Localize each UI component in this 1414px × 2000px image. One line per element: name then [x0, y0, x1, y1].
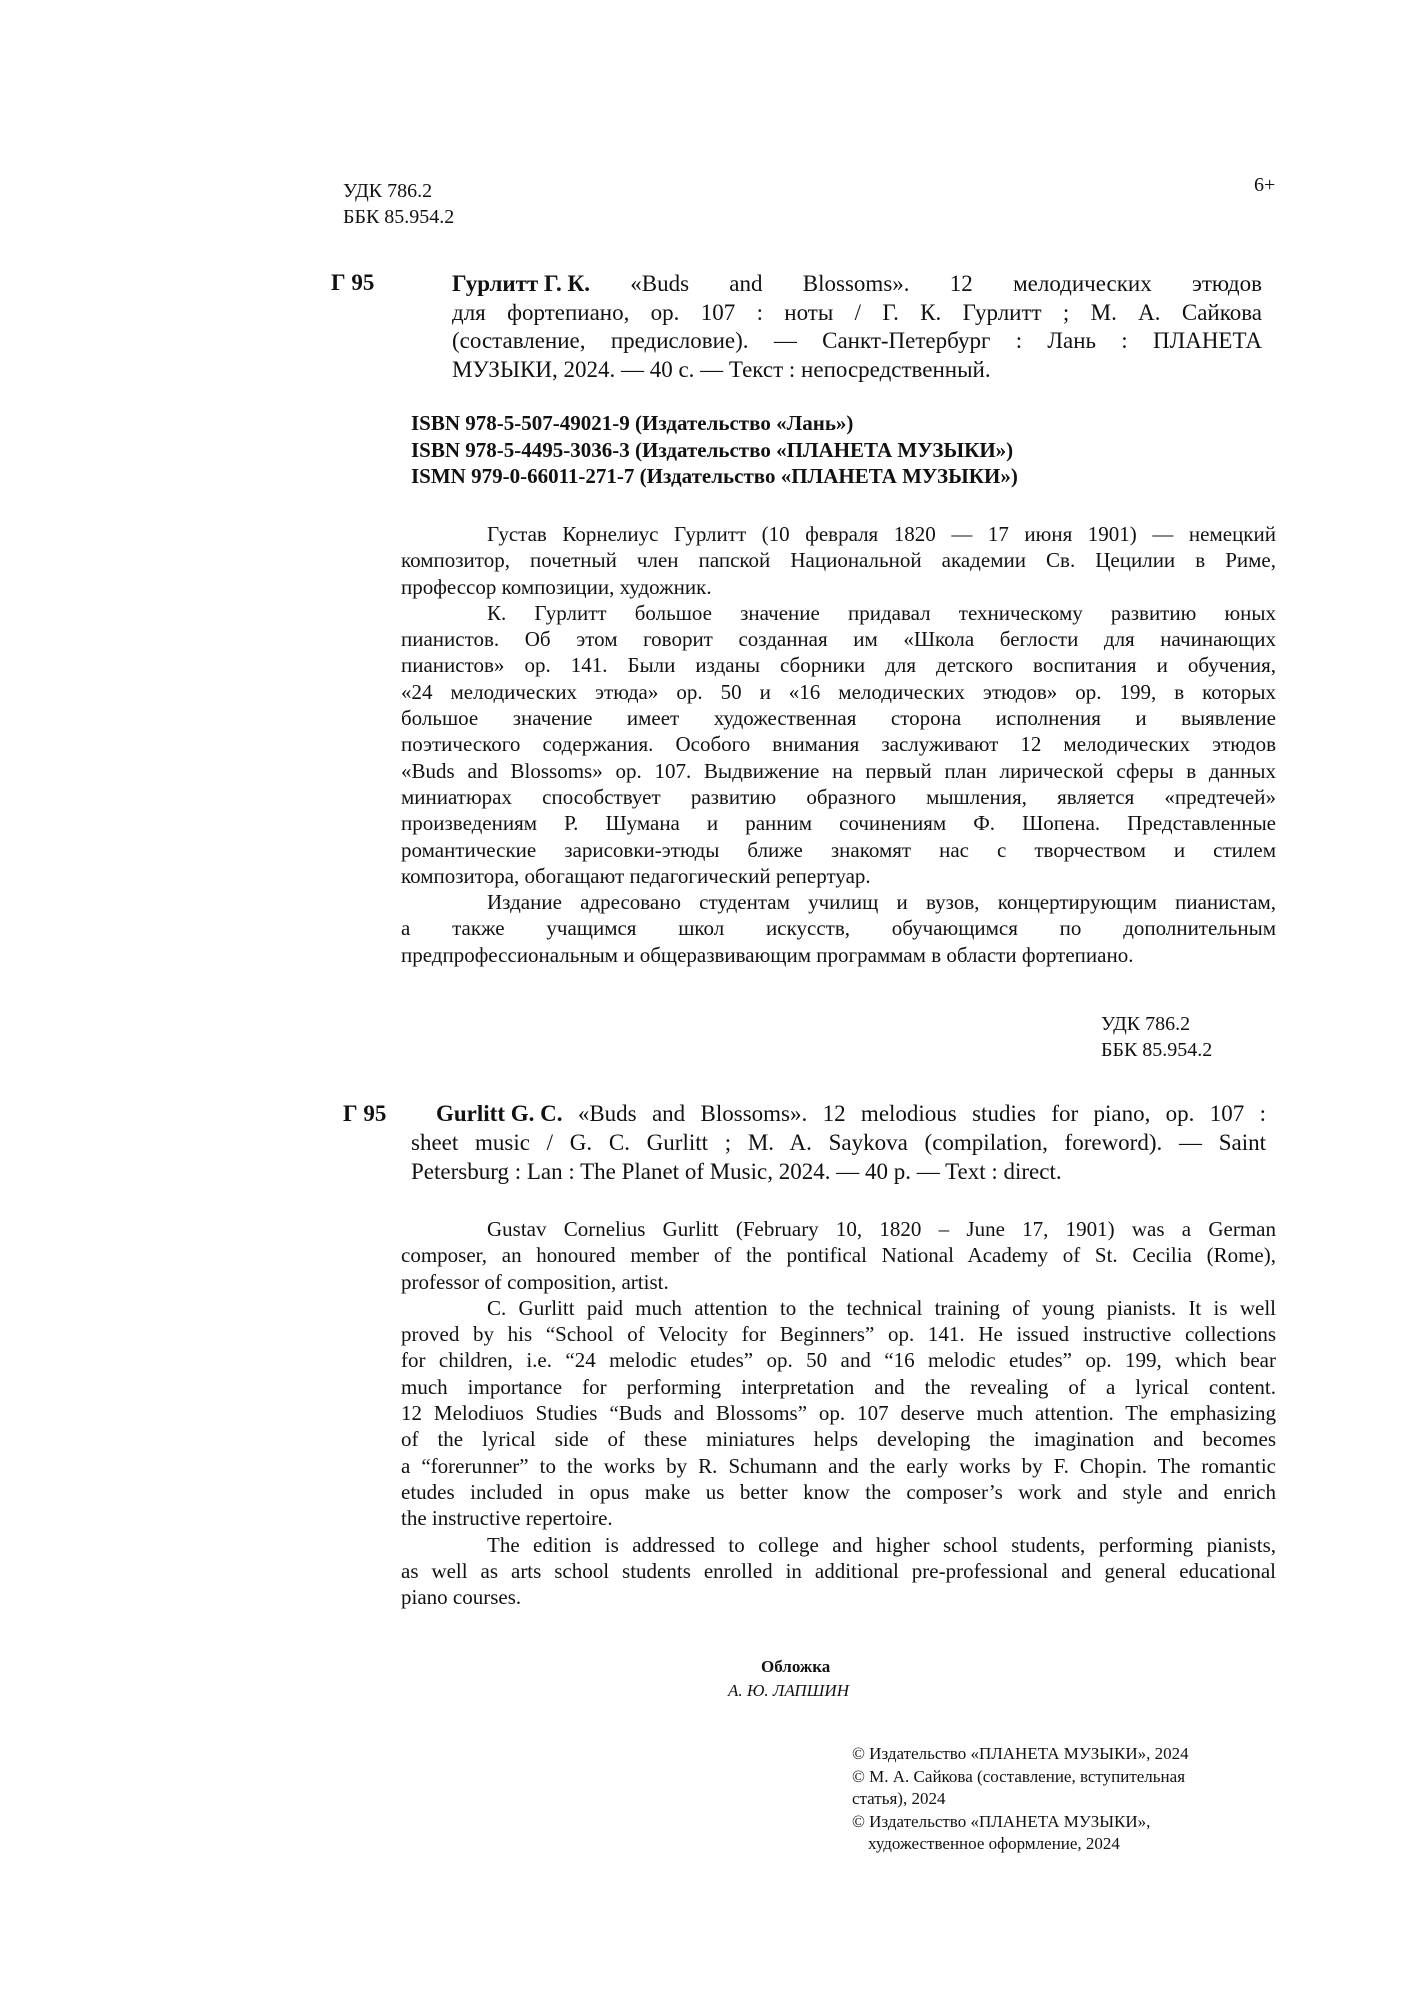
age-rating: 6+: [1254, 174, 1276, 196]
ru-abstract-line: К. Гурлитт большое значение придавал техническому развитию юных: [487, 600, 1276, 625]
ru-abstract-line: Издание адресовано студентам училищ и вузов, концертирующим пианистам,: [487, 890, 1276, 915]
en-record-line: «Buds and Blossoms». 12 melodious studies for piano, op. 107 :: [562, 1101, 1266, 1126]
en-abstract-line: The edition is addressed to college and higher school students, performing pianists,: [487, 1532, 1276, 1557]
en-abstract: [401, 1216, 1276, 1610]
ru-author: Гурлитт Г. К.: [452, 271, 590, 296]
ru-abstract-line: композитора, обогащают педагогический репертуар.: [401, 863, 871, 888]
en-abstract-line: piano courses.: [401, 1585, 522, 1610]
ru-abstract-line: предпрофессиональным и общеразвивающим программам в области фортепиано.: [401, 942, 1134, 967]
cover-label: Обложка: [761, 1657, 831, 1676]
ru-record-line: «Buds and Blossoms». 12 мелодических этюдов: [589, 271, 1262, 296]
isbn-planet: ISBN 978-5-4495-3036-3 (Издательство «ПЛАНЕТА МУЗЫКИ»): [411, 437, 1014, 462]
en-abstract-line: as well as arts school students enrolled in additional pre-professional and general educational: [401, 1558, 1276, 1583]
ru-abstract-line: «24 мелодических этюда» ор. 50 и «16 мелодических этюдов» ор. 199, в которых: [401, 679, 1276, 704]
ru-abstract-line: Густав Корнелиус Гурлитт (10 февраля 1820 — 17 июня 1901) — немецкий: [487, 522, 1276, 546]
ru-abstract: [401, 521, 1276, 968]
copyright-line: © Издательство «ПЛАНЕТА МУЗЫКИ», 2024: [852, 1744, 1189, 1763]
en-abstract-line: Gustav Cornelius Gurlitt (February 10, 1820 – June 17, 1901) was a German: [487, 1217, 1276, 1241]
ru-abstract-line: большое значение имеет художественная сторона исполнения и выявление: [401, 706, 1276, 731]
copyright-line: статья), 2024: [852, 1789, 946, 1808]
isbn-block: [411, 410, 1018, 490]
en-record: [411, 1099, 1266, 1186]
ru-record-line: (составление, предисловие). — Санкт-Петербург : Лань : ПЛАНЕТА: [452, 328, 1262, 353]
en-abstract-line: of the lyrical side of these miniatures helps developing the imagination and becomes: [401, 1427, 1276, 1452]
en-udk-code: УДК 786.2: [1101, 1013, 1191, 1035]
ru-abstract-line: романтические зарисовки-этюды ближе знакомят нас с творчеством и стилем: [401, 837, 1276, 862]
cover-artist: А. Ю. ЛАПШИН: [728, 1681, 849, 1700]
ru-abstract-line: композитор, почетный член папской Национальной академии Св. Цецилии в Риме,: [401, 548, 1276, 573]
ru-record: [452, 270, 1262, 384]
en-abstract-line: proved by his “School of Velocity for Beginners” op. 141. He issued instructive collections: [401, 1322, 1276, 1347]
en-abstract-line: C. Gurlitt paid much attention to the technical training of young pianists. It is well: [487, 1295, 1276, 1320]
ru-index: Г 95: [331, 270, 375, 295]
ru-abstract-line: произведениям Р. Шумана и ранним сочинениям Ф. Шопена. Представленные: [401, 811, 1276, 836]
copyright-line: © Издательство «ПЛАНЕТА МУЗЫКИ»,: [852, 1811, 1151, 1831]
en-abstract-line: professor of composition, artist.: [401, 1269, 669, 1294]
en-bbk-code: ББК 85.954.2: [1101, 1039, 1213, 1061]
isbn-lan: ISBN 978-5-507-49021-9 (Издательство «Лань»): [411, 411, 854, 435]
en-abstract-line: 12 Melodiuos Studies “Buds and Blossoms” op. 107 deserve much attention. The emphasizing: [401, 1401, 1276, 1426]
en-record-line: sheet music / G. C. Gurlitt ; M. A. Saykova (compilation, foreword). — Saint: [411, 1130, 1266, 1155]
bbk-code: ББК 85.954.2: [343, 206, 455, 228]
ru-abstract-line: пианистов» ор. 141. Были изданы сборники для детского воспитания и обучения,: [401, 653, 1276, 678]
copyright-line: © М. А. Сайкова (составление, вступительная: [852, 1766, 1186, 1786]
en-abstract-line: for children, i.e. “24 melodic etudes” op. 50 and “16 melodic etudes” op. 199, which bear: [401, 1348, 1276, 1373]
en-index: Г 95: [343, 1101, 387, 1126]
ru-record-line: МУЗЫКИ, 2024. — 40 с. — Текст : непосредственный.: [452, 356, 991, 382]
en-abstract-line: a “forerunner” to the works by R. Schumann and the early works by F. Chopin. The romantic: [401, 1453, 1276, 1478]
en-record-line: Petersburg : Lan : The Planet of Music, 2024. — 40 p. — Text : direct.: [411, 1159, 1062, 1184]
ru-record-line: для фортепиано, ор. 107 : ноты / Г. К. Гурлитт ; М. А. Сайкова: [452, 299, 1262, 325]
ru-abstract-line: профессор композиции, художник.: [401, 574, 712, 599]
ru-abstract-line: пианистов. Об этом говорит созданная им «Школа беглости для начинающих: [401, 627, 1276, 652]
en-author: Gurlitt G. C.: [436, 1101, 563, 1126]
ru-abstract-line: а также учащимся школ искусств, обучающимся по дополнительным: [401, 916, 1276, 941]
en-abstract-line: composer, an honoured member of the pontifical National Academy of St. Cecilia (Rome),: [401, 1243, 1276, 1268]
copyright-line: художественное оформление, 2024: [868, 1834, 1120, 1853]
en-abstract-line: etudes included in opus make us better know the composer’s work and style and enrich: [401, 1479, 1276, 1504]
ru-abstract-line: «Buds and Blossoms» ор. 107. Выдвижение на первый план лирической сферы в данных: [401, 758, 1276, 783]
copyright-block: [852, 1743, 1189, 1856]
ismn-planet: ISMN 979-0-66011-271-7 (Издательство «ПЛАНЕТА МУЗЫКИ»): [411, 464, 1018, 488]
en-abstract-line: the instructive repertoire.: [401, 1506, 613, 1531]
ru-abstract-line: поэтического содержания. Особого внимания заслуживают 12 мелодических этюдов: [401, 732, 1276, 757]
en-abstract-line: much importance for performing interpretation and the revealing of a lyrical content.: [401, 1374, 1276, 1399]
udk-code: УДК 786.2: [343, 180, 433, 202]
ru-abstract-line: миниатюрах способствует развитию образного мышления, является «предтечей»: [401, 784, 1276, 809]
